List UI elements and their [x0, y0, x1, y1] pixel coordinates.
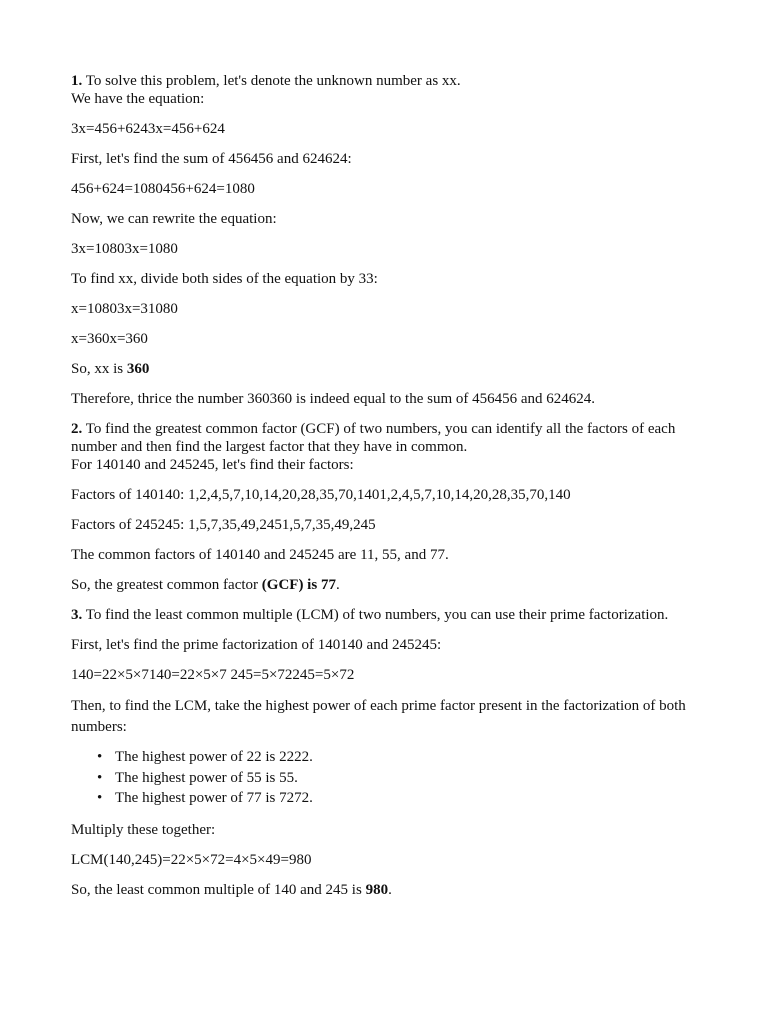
section-1-divide-text: To find xx, divide both sides of the equation by 33:	[71, 271, 378, 287]
section-1-sum-text: First, let's find the sum of 456456 and 624624:	[71, 151, 352, 167]
section-2-answer	[71, 576, 697, 594]
section-2-answer-value: (GCF) is 77	[261, 577, 336, 593]
section-1-answer-value: 360	[126, 361, 150, 377]
section-1-number: 1.	[71, 73, 83, 89]
section-3-lcm-text: Then, to find the LCM, take the highest power of each prime factor present in the factorization of both numbers:	[71, 698, 686, 735]
section-1-equation-4: x=10803x=31080	[71, 301, 178, 317]
section-2-factors-245: Factors of 245245: 1,5,7,35,49,2451,5,7,35,49,245	[71, 517, 376, 533]
section-2-intro-text: To find the greatest common factor (GCF) of two numbers, you can identify all the factors of each number and then find the largest factor that they have in common.	[71, 421, 676, 455]
section-3-prime-text: First, let's find the prime factorization of 140140 and 245245:	[71, 637, 442, 653]
section-1-conclusion: Therefore, thrice the number 360360 is indeed equal to the sum of 456456 and 624624.	[71, 391, 596, 407]
section-1-rewrite-text: Now, we can rewrite the equation:	[71, 211, 277, 227]
section-1-equation-label: We have the equation:	[71, 91, 205, 107]
section-1-answer-text: So, xx is	[71, 361, 127, 377]
section-3-equation-2: LCM(140,245)=22×5×72=4×5×49=980	[71, 851, 312, 868]
section-1-intro-text: To solve this problem, let's denote the unknown number as xx.	[82, 73, 461, 89]
section-3-answer	[71, 881, 697, 899]
section-2-answer-period: .	[335, 577, 340, 593]
section-1-intro	[71, 72, 697, 90]
section-3-multiply-text: Multiply these together:	[71, 821, 216, 838]
section-3-answer-text: So, the least common multiple of 140 and 245 is	[71, 881, 366, 898]
list-item: • The highest power of 55 is 55.	[115, 768, 697, 789]
section-3-bullet-list	[71, 747, 697, 809]
section-1-equation-2: 456+624=1080456+624=1080	[71, 181, 255, 197]
section-1-answer	[71, 360, 697, 378]
section-3-number: 3.	[71, 607, 83, 623]
section-2-intro	[71, 420, 697, 456]
section-3-equation-1: 140=22×5×7140=22×5×7 245=5×72245=5×72	[71, 667, 355, 683]
section-2-number: 2.	[71, 421, 83, 437]
section-1-equation-1: 3x=456+6243x=456+624	[71, 121, 225, 137]
section-3-answer-value: 980	[365, 881, 389, 898]
section-3-intro	[71, 606, 697, 624]
section-2-answer-text: So, the greatest common factor	[71, 577, 262, 593]
section-2-factors-label: For 140140 and 245245, let's find their factors:	[71, 457, 354, 473]
section-2-common-factors: The common factors of 140140 and 245245 are 11, 55, and 77.	[71, 547, 449, 563]
section-1-equation-5: x=360x=360	[71, 331, 148, 347]
section-3-intro-text: To find the least common multiple (LCM) of two numbers, you can use their prime factorization.	[82, 607, 669, 623]
section-2-factors-140: Factors of 140140: 1,2,4,5,7,10,14,20,28,35,70,1401,2,4,5,7,10,14,20,28,35,70,140	[71, 487, 571, 503]
section-3-answer-period: .	[388, 881, 392, 898]
list-item: • The highest power of 77 is 7272.	[115, 788, 697, 809]
section-1-equation-3: 3x=10803x=1080	[71, 241, 178, 257]
list-item: • The highest power of 22 is 2222.	[115, 747, 697, 768]
